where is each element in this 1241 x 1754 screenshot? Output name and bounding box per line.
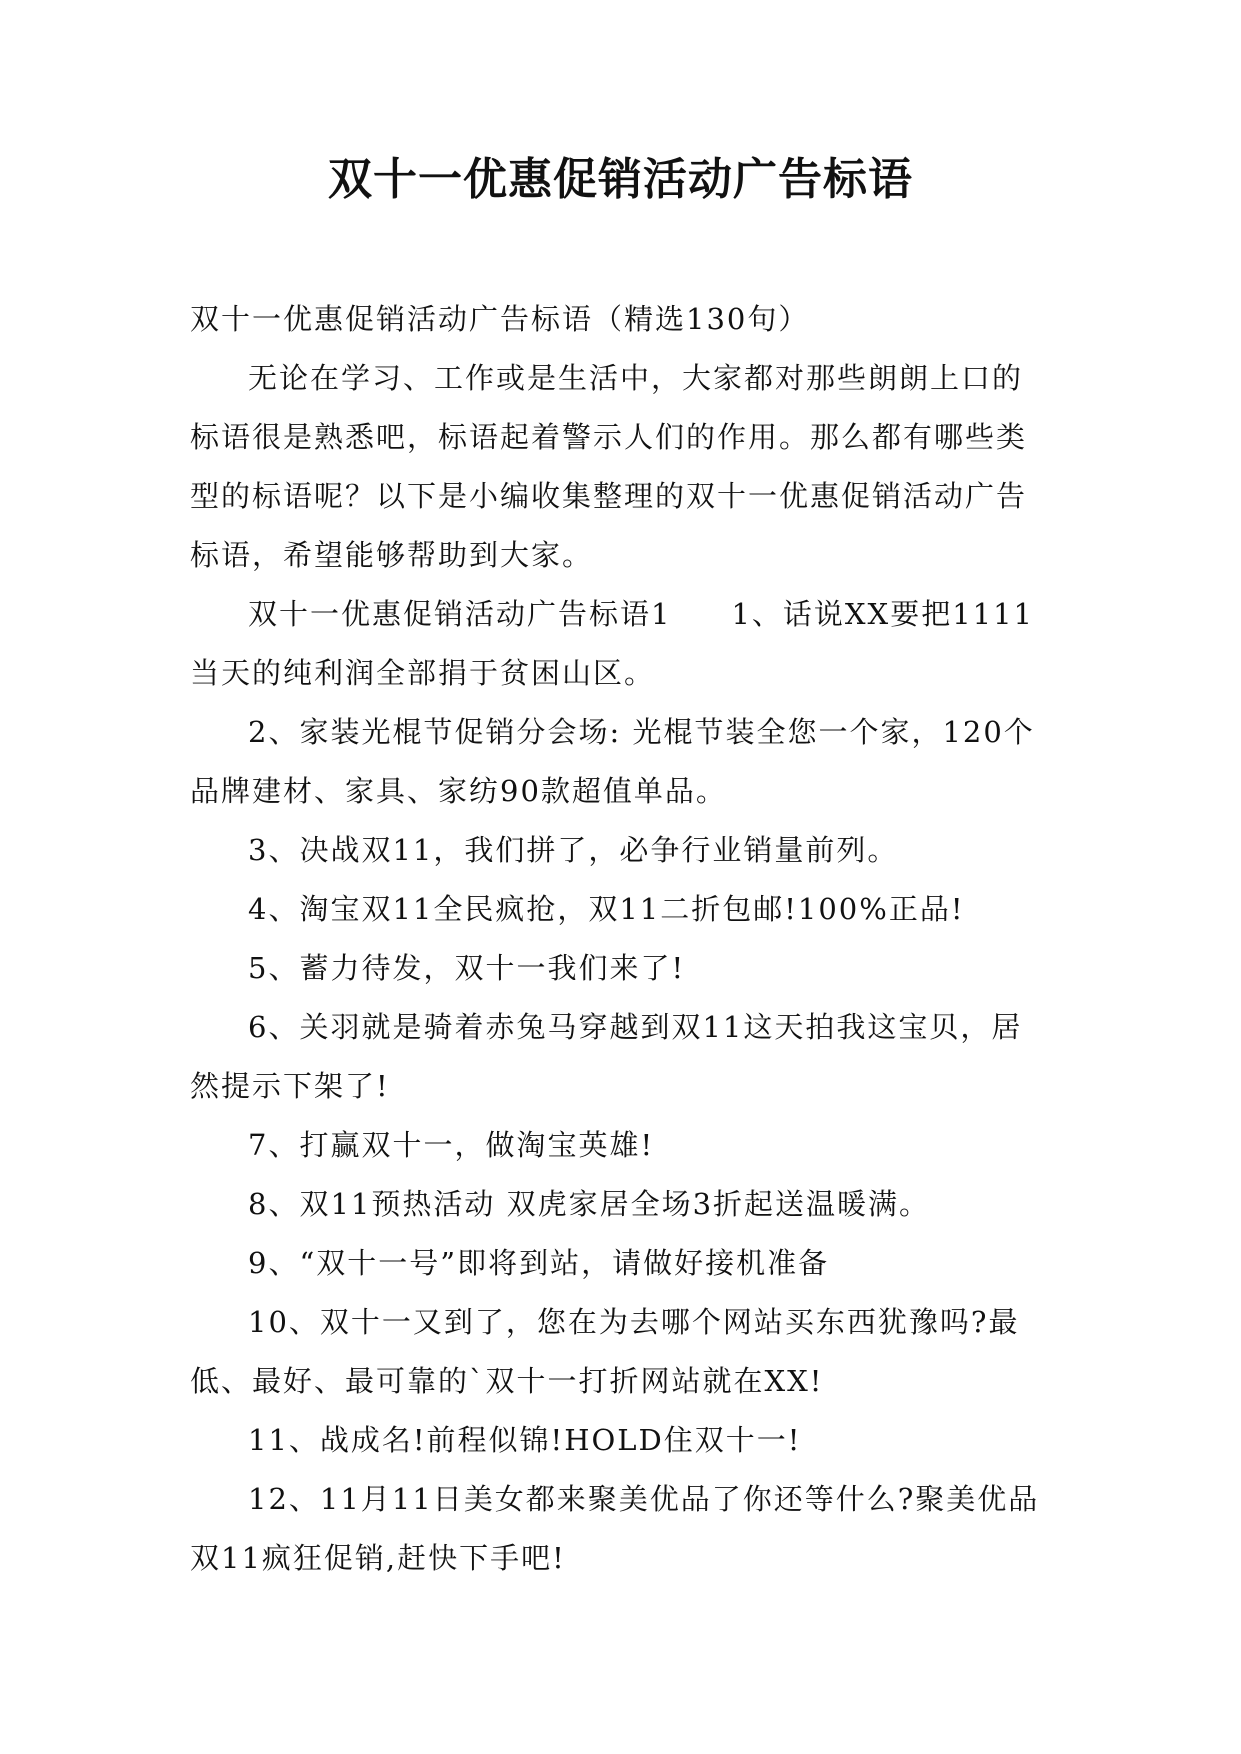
slogan-item: 3、决战双11，我们拼了，必争行业销量前列。: [248, 833, 899, 867]
slogan-item: 5、蓄力待发，双十一我们来了!: [248, 951, 686, 985]
slogan-item: 4、淘宝双11全民疯抢，双11二折包邮!100%正品!: [248, 892, 965, 926]
slogan-item: 11、战成名!前程似锦!HOLD住双十一!: [248, 1423, 802, 1457]
intro-paragraph: 无论在学习、工作或是生活中，大家都对那些朗朗上口的标语很是熟悉吧，标语起着警示人们的作用。那么都有哪些类型的标语呢？以下是小编收集整理的双十一优惠促销活动广告标语，希望能够帮助到大家。: [190, 361, 1028, 572]
slogan-item: 6、关羽就是骑着赤兔马穿越到双11这天拍我这宝贝，居然提示下架了!: [190, 1010, 1023, 1103]
document-body: [190, 290, 1050, 1588]
slogan-item: 10、双十一又到了，您在为去哪个网站买东西犹豫吗?最低、最好、最可靠的`双十一打折网站就在XX!: [190, 1305, 1020, 1398]
slogan-item: 2、家装光棍节促销分会场: 光棍节装全您一个家，120个品牌建材、家具、家纺90款超值单品。: [190, 715, 1035, 808]
slogan-item: 9、“双十一号”即将到站，请做好接机准备: [248, 1246, 830, 1280]
slogan-item: 1、话说XX要把1111当天的纯利润全部捐于贫困山区。: [190, 597, 1034, 690]
document-subtitle: 双十一优惠促销活动广告标语（精选130句）: [190, 302, 810, 336]
slogan-item: 8、双11预热活动 双虎家居全场3折起送温暖满。: [248, 1187, 931, 1221]
slogan-item: 12、11月11日美女都来聚美优品了你还等什么?聚美优品双11疯狂促销,赶快下手吧!: [190, 1482, 1040, 1575]
section-paragraph: [190, 585, 1050, 703]
document-title: 双十一优惠促销活动广告标语: [328, 154, 913, 205]
section-heading: 双十一优惠促销活动广告标语1: [248, 597, 672, 631]
slogan-item: 7、打赢双十一，做淘宝英雄!: [248, 1128, 655, 1162]
